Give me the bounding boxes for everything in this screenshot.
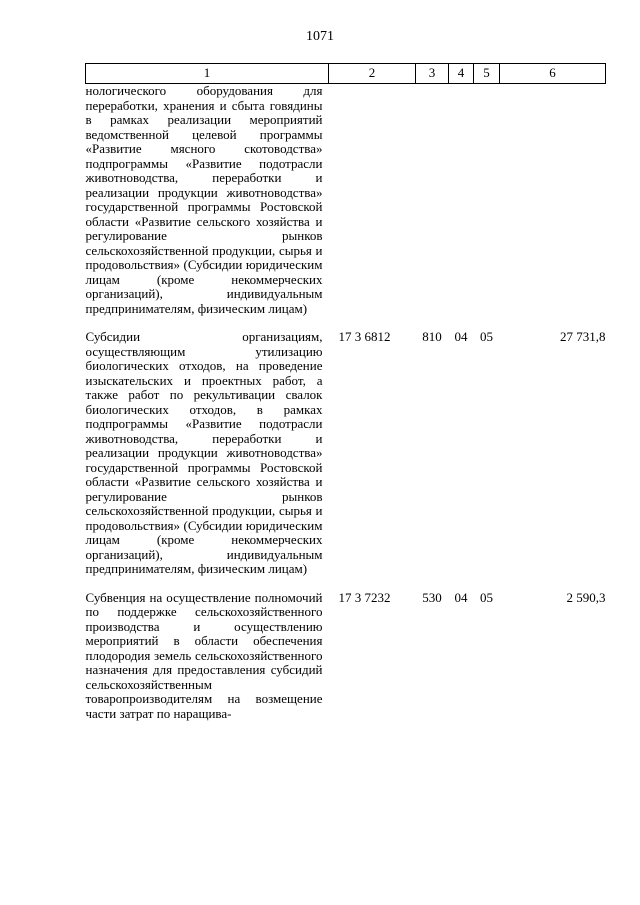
row-name: нологического оборудования для переработки, хранения и сбыта говядины в рамках реализации мероприятий ведомственной целевой программы «Развитие мясного скотоводства» подпрограммы «Развитие подотрасли животноводства, переработки и реализации продукции животноводства» государственной программы Ростовской области «Развитие сельского хозяйства и регулирование рынков сельскохозяйственной продукции, сырья и продовольствия» (Субсидии юридическим лицам (кроме некоммерческих организаций), индивидуальным предпринимателям, физическим лицам) <box>85 83 323 316</box>
column-header: 5 <box>474 64 500 84</box>
table-row <box>86 84 606 317</box>
row-expense-type: 810 <box>422 329 442 344</box>
row-subsection: 05 <box>480 589 493 605</box>
column-header: 2 <box>329 64 416 84</box>
row-amount: 2 590,3 <box>566 589 606 605</box>
row-code <box>329 84 416 317</box>
row-subsection <box>474 84 500 317</box>
row-name: Субвенция на осуществление полномочий по поддержке сельскохозяйственного производства и осуществлению мероприятий в области обеспечения плодородия земель сельскохозяйственного назначения для предоставления субсидий сельскохозяйственным товаропроизводителям на возмещение части затрат по наращива- <box>85 589 323 721</box>
row-code: 17 3 6812 <box>338 329 391 344</box>
table-header-row <box>86 64 606 84</box>
page-number: 1071 <box>306 29 334 44</box>
row-amount: 27 731,8 <box>560 329 606 344</box>
row-section: 04 <box>454 589 468 605</box>
column-header: 3 <box>416 64 449 84</box>
column-header: 4 <box>449 64 474 84</box>
row-section: 04 <box>454 329 468 344</box>
table-row <box>86 577 606 722</box>
row-section <box>449 84 474 317</box>
budget-table <box>85 63 606 721</box>
row-name: Субсидии организациям, осуществляющим утилизацию биологических отходов, на проведение изыскательских и проектных работ, а также работ по рекультивации свалок биологических отходов, в рамках подпрограммы «Развитие подотрасли животноводства, переработки и реализации продукции животноводства» государственной программы Ростовской области «Развитие сельского хозяйства и регулирование рынков сельскохозяйственной продукции, сырья и продовольствия» (Субсидии юридическим лицам (кроме некоммерческих организаций), индивидуальным предпринимателям, физическим лицам) <box>85 329 323 576</box>
row-subsection: 05 <box>480 329 493 344</box>
column-header: 1 <box>86 64 329 84</box>
row-code: 17 3 7232 <box>338 589 391 605</box>
column-header: 6 <box>500 64 606 84</box>
table-row <box>86 316 606 577</box>
row-expense-type: 530 <box>422 589 442 605</box>
row-expense-type <box>416 84 449 317</box>
row-amount <box>500 84 606 317</box>
